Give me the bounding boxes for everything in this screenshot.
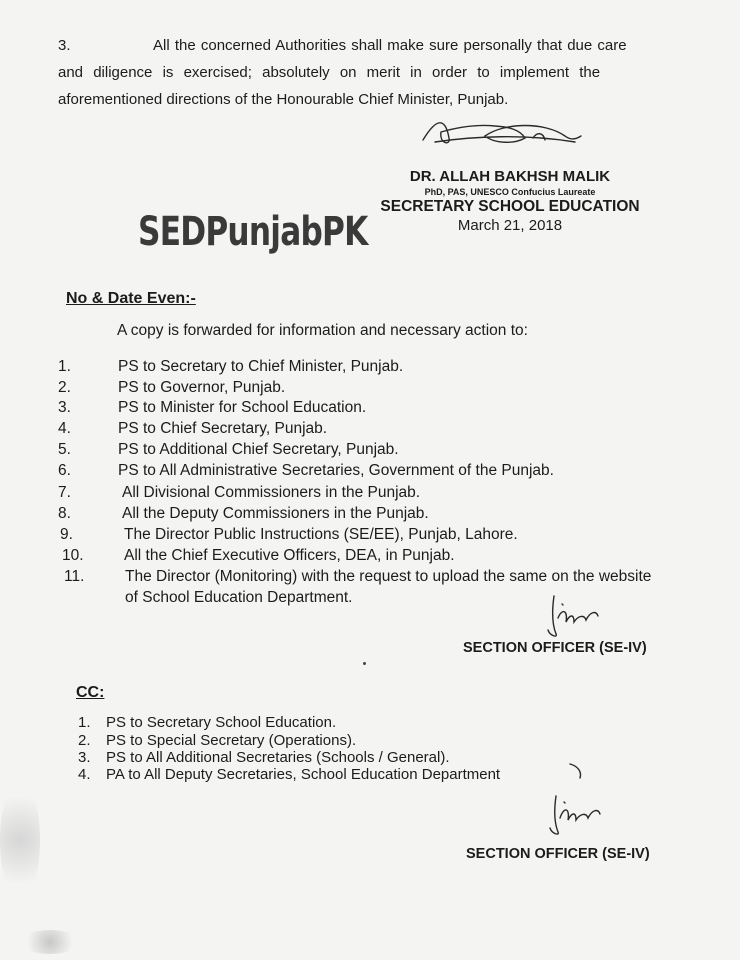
section-officer-signature — [540, 762, 615, 842]
list-item-number: 2. — [78, 732, 91, 749]
paragraph-number: 3. — [58, 37, 71, 54]
secretary-signature — [415, 110, 585, 160]
scan-speck — [0, 780, 40, 900]
scan-speck — [20, 930, 80, 954]
forwarding-intro: A copy is forwarded for information and necessary action to: — [117, 322, 528, 339]
list-item-number: 8. — [58, 505, 71, 522]
list-item-number: 3. — [58, 399, 71, 416]
paragraph-line-3: aforementioned directions of the Honourable Chief Minister, Punjab. — [58, 91, 509, 108]
list-item-text: PS to Special Secretary (Operations). — [106, 732, 357, 749]
list-item-text: PS to Secretary School Education. — [106, 714, 337, 731]
paragraph-line-1: All the concerned Authorities shall make sure personally that due care — [153, 37, 627, 54]
scan-speck — [363, 662, 366, 665]
list-item-text: All Divisional Commissioners in the Punjab. — [122, 484, 421, 501]
signatory-block — [360, 168, 660, 234]
list-item-text: PS to Secretary to Chief Minister, Punjab. — [118, 358, 404, 375]
list-item-text: PS to Governor, Punjab. — [118, 379, 286, 396]
list-item-continuation: of School Education Department. — [125, 589, 353, 606]
list-item-number: 11. — [64, 568, 85, 585]
section-officer-signature — [540, 590, 610, 645]
list-item-number: 9. — [60, 526, 73, 543]
list-item-text: PA to All Deputy Secretaries, School Education Department — [106, 766, 501, 783]
forwarding-heading: No & Date Even:- — [66, 290, 196, 307]
section-officer-label: SECTION OFFICER (SE-IV) — [463, 640, 647, 656]
list-item-text: PS to All Administrative Secretaries, Government of the Punjab. — [118, 462, 554, 479]
signatory-designation: SECRETARY SCHOOL EDUCATION — [380, 198, 640, 215]
list-item-text: PS to Chief Secretary, Punjab. — [118, 420, 328, 437]
list-item-text: PS to All Additional Secretaries (Schools / General). — [106, 749, 450, 766]
list-item-text: PS to Additional Chief Secretary, Punjab. — [118, 441, 399, 458]
list-item-text: All the Deputy Commissioners in the Punjab. — [122, 505, 429, 522]
list-item-number: 5. — [58, 441, 71, 458]
list-item-text: The Director (Monitoring) with the request to upload the same on the website — [125, 568, 652, 585]
paragraph-3 — [0, 32, 740, 117]
list-item-number: 7. — [58, 484, 71, 501]
list-item-text: PS to Minister for School Education. — [118, 399, 367, 416]
paragraph-line-2: and diligence is exercised; absolutely on merit in order to implement the — [58, 64, 601, 81]
cc-list — [78, 714, 598, 794]
list-item-number: 2. — [58, 379, 71, 396]
watermark-logo: SEDPunjabPK — [138, 209, 368, 255]
signatory-qualifications: PhD, PAS, UNESCO Confucius Laureate — [424, 187, 596, 197]
list-item-number: 4. — [78, 766, 91, 783]
section-officer-label: SECTION OFFICER (SE-IV) — [466, 846, 650, 862]
list-item-number: 1. — [78, 714, 91, 731]
forwarding-list — [58, 358, 698, 608]
list-item-number: 10. — [62, 547, 84, 564]
list-item-number: 6. — [58, 462, 71, 479]
list-item-text: All the Chief Executive Officers, DEA, in Punjab. — [124, 547, 455, 564]
cc-heading: CC: — [76, 684, 105, 701]
list-item-number: 4. — [58, 420, 71, 437]
list-item-number: 3. — [78, 749, 91, 766]
signatory-name: DR. ALLAH BAKHSH MALIK — [409, 168, 611, 185]
signatory-date: March 21, 2018 — [457, 217, 563, 234]
list-item-number: 1. — [58, 358, 71, 375]
list-item-text: The Director Public Instructions (SE/EE), Punjab, Lahore. — [124, 526, 518, 543]
